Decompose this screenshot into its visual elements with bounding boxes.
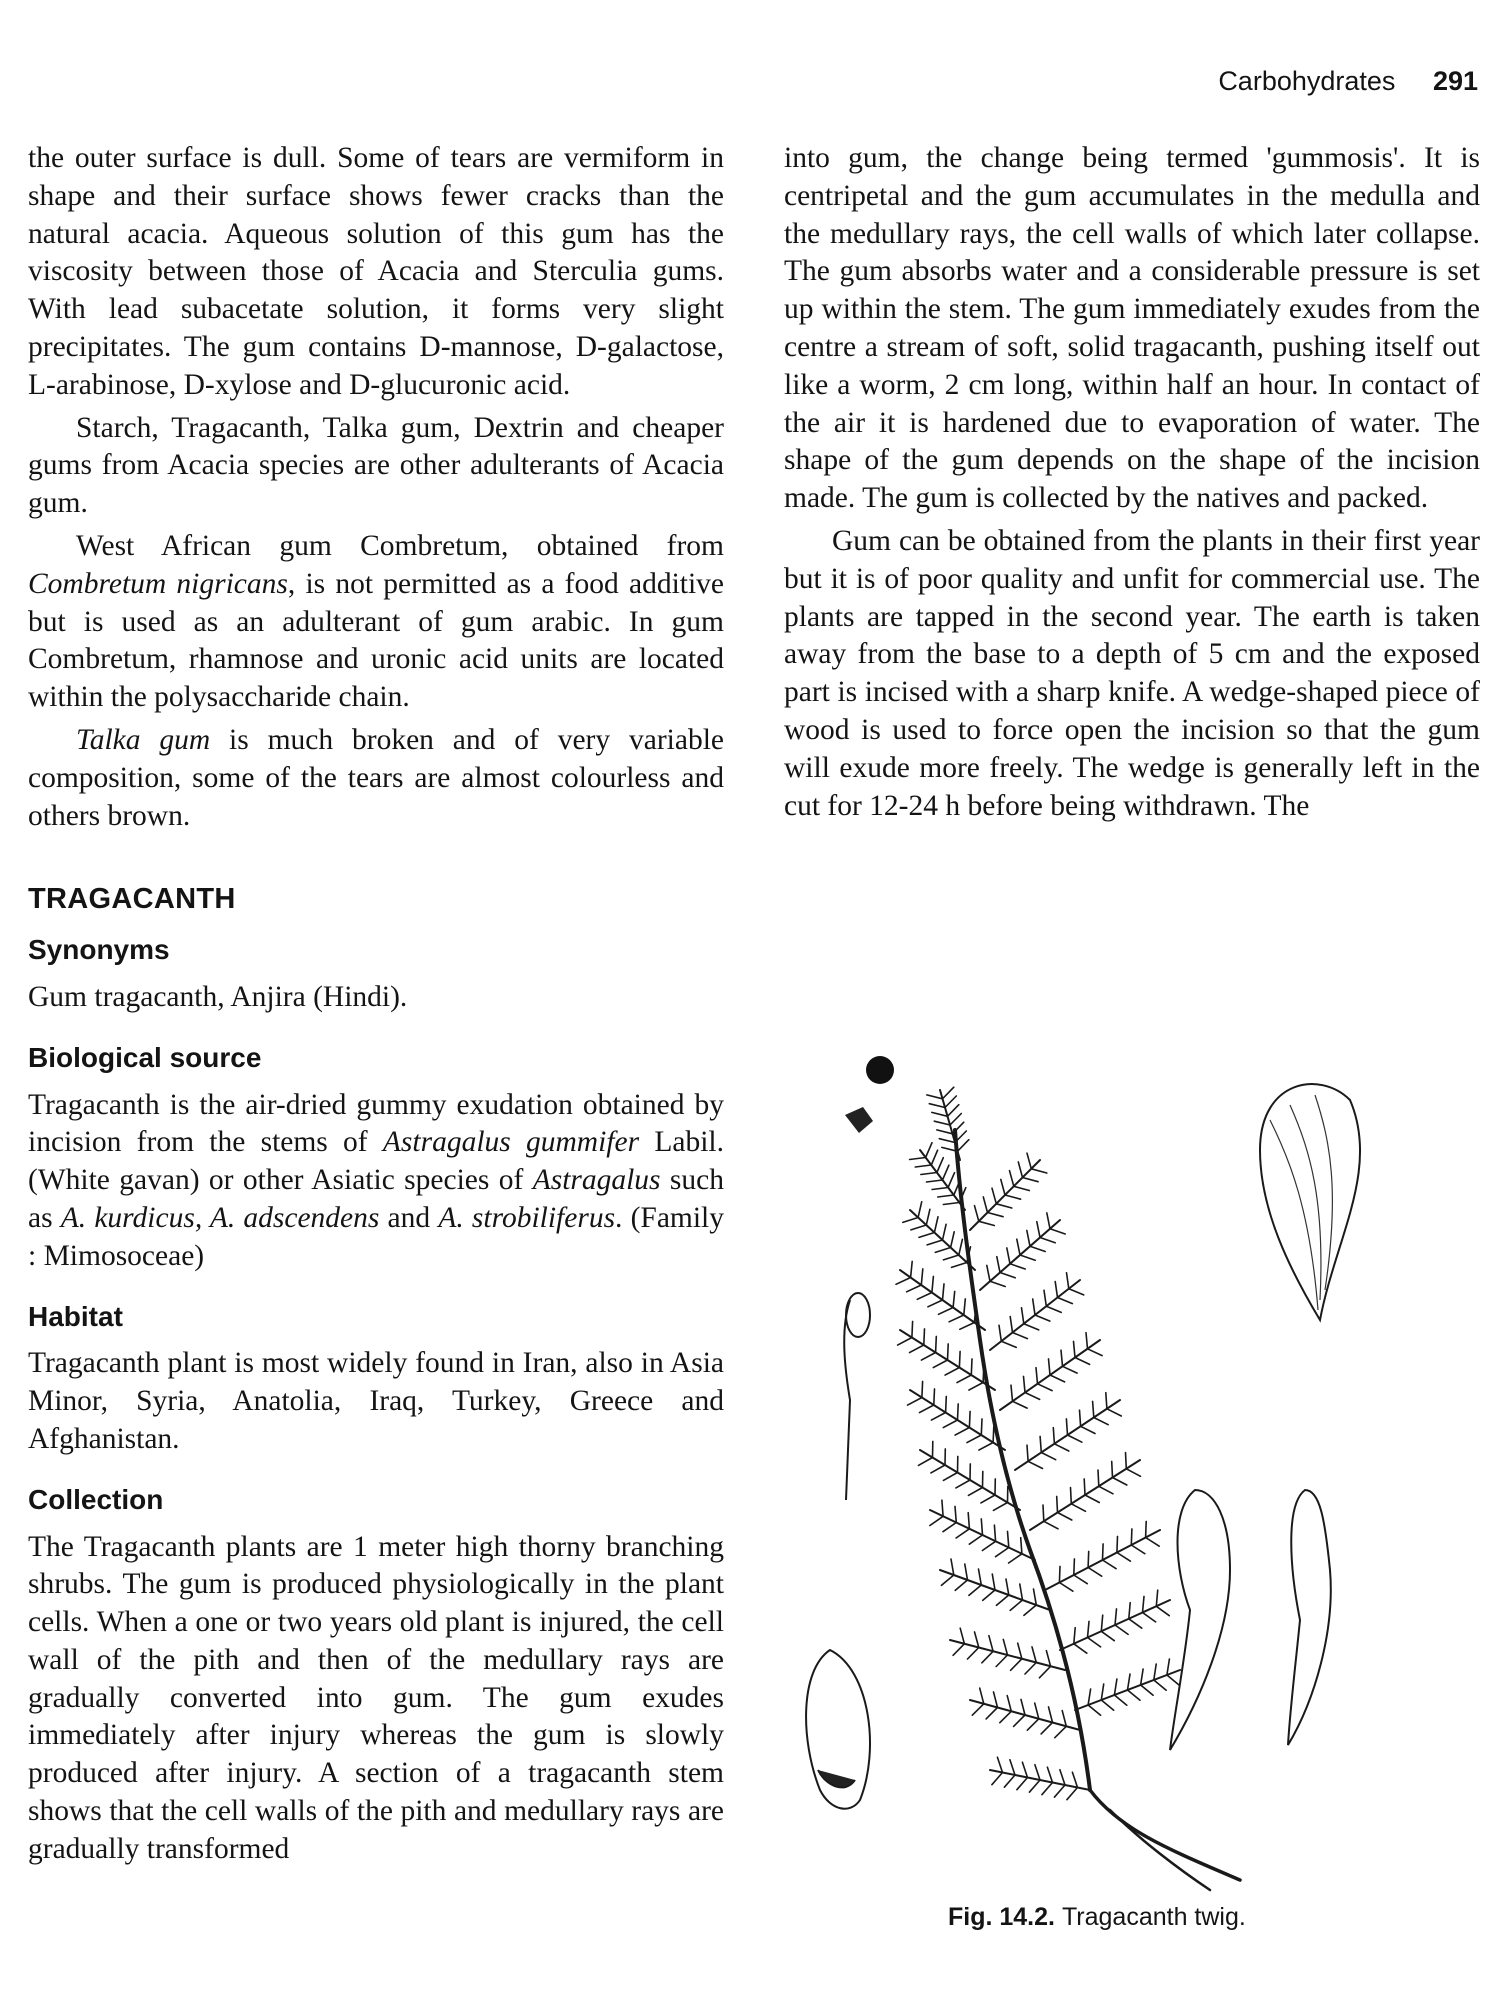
right-column (784, 140, 1480, 830)
subheading-biological-source: Biological source (28, 1041, 262, 1073)
habitat-text: Tragacanth plant is most widely found in Iran, also in Asia Minor, Syria, Anatolia, Iraq, Turkey, Greece and Afghanistan. (28, 1347, 724, 1455)
left-para-4: Talka gum is much broken and of very variable composition, some of the tears are almost colourless and others brown. (28, 723, 724, 832)
right-para-2: Gum can be obtained from the plants in their first year but it is of poor quality and unfit for commercial use. The plants are tapped in the second year. The earth is taken away from the base to a depth of 5 cm and the exposed part is incised with a sharp knife. A wedge-shaped piece of wood is used to force open the incision so that the gum will exude more freely. The wedge is generally left in the cut for 12-24 h before being withdrawn. The (784, 524, 1480, 822)
figure-caption (948, 1903, 1246, 1932)
petal-standard (1260, 1084, 1360, 1320)
petal-wing-2 (1288, 1490, 1331, 1745)
seed-dot (866, 1056, 894, 1084)
running-head (1218, 66, 1478, 97)
synonyms-text: Gum tragacanth, Anjira (Hindi). (28, 980, 408, 1013)
figure-caption-label: Fig. 14.2. (948, 1903, 1055, 1931)
page-number: 291 (1432, 66, 1478, 96)
left-para-1: the outer surface is dull. Some of tears are vermiform in shape and their surface shows fewer cracks than the natural acacia. Aqueous solution of this gum has the viscosity between those of Acacia and Sterculia gums. With lead subacetate solution, it forms very slight precipitates. The gum contains D-mannose, D-galactose, L-arabinose, D-xylose and D-glucuronic acid. (28, 142, 724, 401)
seed-fragment (845, 1107, 873, 1133)
running-head-title: Carbohydrates (1218, 66, 1396, 96)
talka-gum-term: Talka gum (76, 723, 211, 756)
subheading-habitat: Habitat (28, 1300, 123, 1332)
species-name: Combretum nigricans (28, 567, 288, 600)
biological-source-text: Tragacanth is the air-dried gummy exudation obtained by incision from the stems of Astragalus gummifer Labil. (White gavan) or other Asiatic species of Astragalus such as A. kurdicus, A. adscendens and A. strobiliferus. (Family : Mimosoceae) (28, 1088, 725, 1272)
tragacanth-twig-illustration (790, 1010, 1490, 1910)
left-para-3: West African gum Combretum, obtained from Combretum nigricans, is not permitted as a food additive but is used as an adulterant of gum arabic. In gum Combretum, rhamnose and uronic acid units are located within the polysaccharide chain. (28, 529, 725, 714)
figure-caption-text: Tragacanth twig. (1061, 1903, 1246, 1931)
petal-wing-1 (1170, 1490, 1230, 1750)
left-para-2: Starch, Tragacanth, Talka gum, Dextrin and cheaper gums from Acacia species are other adulterants of Acacia gum. (28, 411, 724, 520)
left-column (28, 140, 724, 1874)
right-para-1: into gum, the change being termed 'gummosis'. It is centripetal and the gum accumulates in the medulla and the medullary rays, the cell walls of which later collapse. The gum absorbs water and a considerable pressure is set up within the stem. The gum immediately exudes from the centre a stream of soft, solid tragacanth, pushing itself out like a worm, 2 cm long, within half an hour. In contact of the air it is hardened due to evaporation of water. The shape of the gum depends on the shape of the incision made. The gum is collected by the natives and packed. (784, 142, 1480, 515)
section-heading-tragacanth: TRAGACANTH (28, 883, 236, 916)
subheading-collection: Collection (28, 1483, 164, 1515)
subheading-synonyms: Synonyms (28, 934, 170, 966)
collection-text: The Tragacanth plants are 1 meter high thorny branching shrubs. The gum is produced physiologically in the plant cells. When a one or two years old plant is injured, the cell wall of the pith and then of the medullary rays are gradually converted into gum. The gum exudes immediately after injury whereas the gum is slowly produced after injury. A section of a tragacanth stem shows that the cell walls of the pith and medullary rays are gradually transformed (28, 1530, 724, 1865)
tragacanth-twig-figure (790, 1010, 1490, 1930)
